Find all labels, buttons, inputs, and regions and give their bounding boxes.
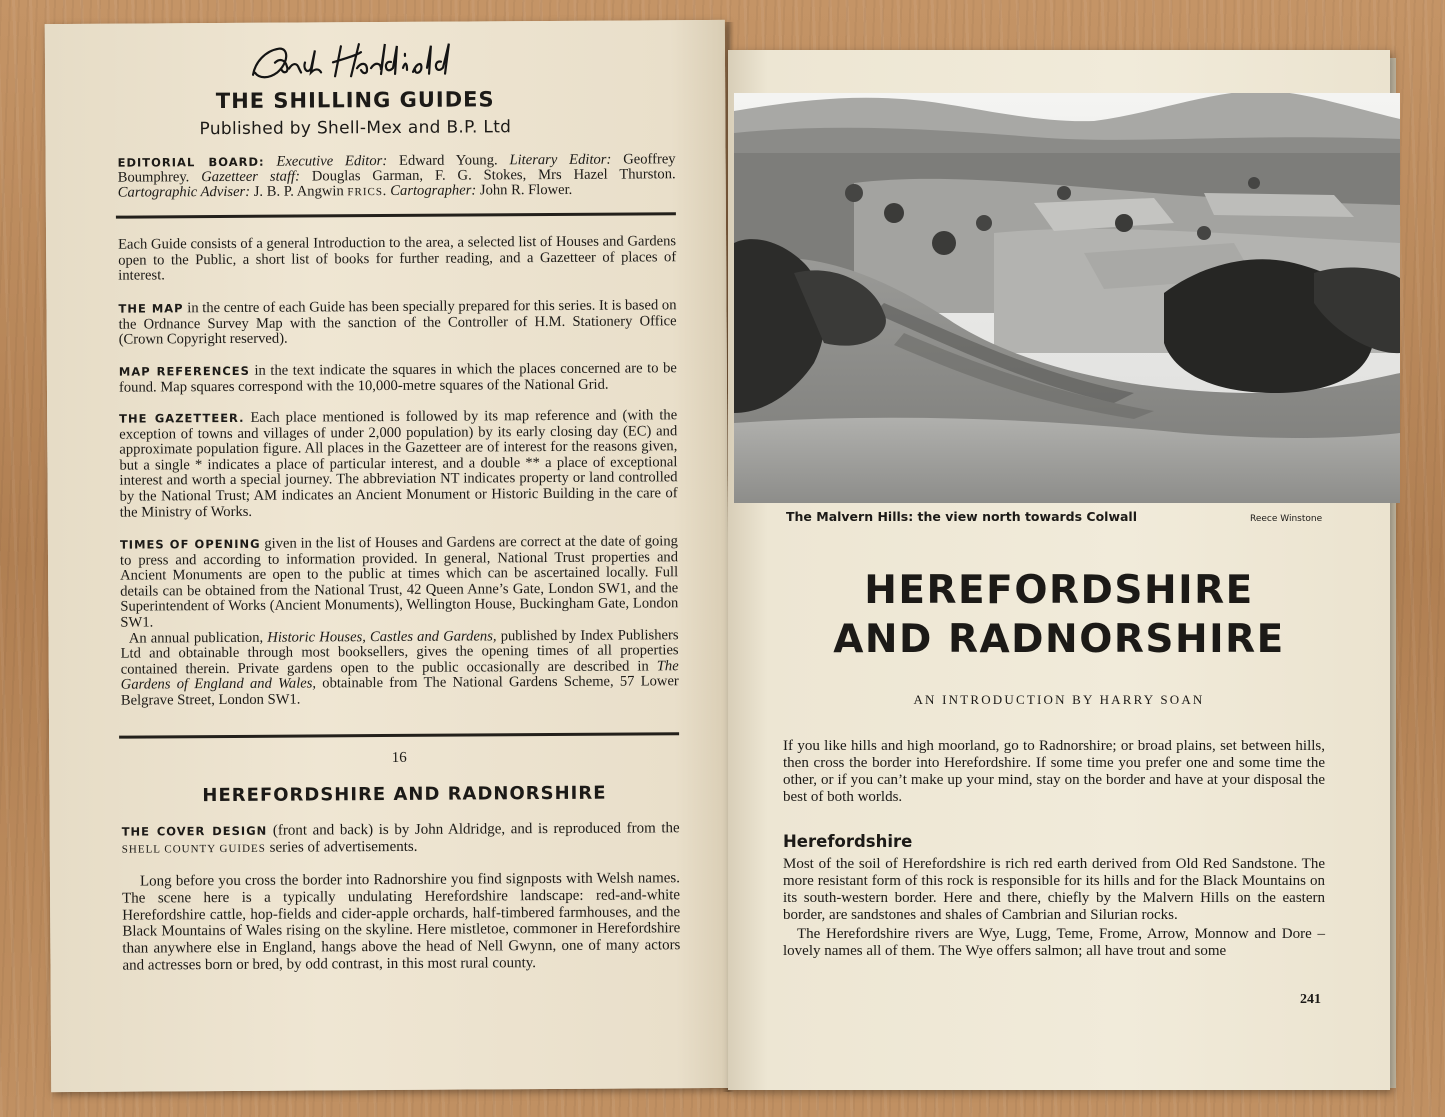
page-number-right: 241: [1300, 992, 1321, 1007]
right-page: [728, 50, 1390, 1090]
photo-credit: Reece Winstone: [1250, 514, 1323, 524]
cover-design-paragraph: [122, 820, 680, 858]
editorial-lead: EDITORIAL BOARD:: [117, 154, 265, 170]
map-lead: THE MAP: [118, 301, 184, 316]
carto-adv-suffix: FRICS: [347, 186, 384, 199]
map-refs-lead: MAP REFERENCES: [118, 363, 250, 379]
times-text: given in the list of Houses and Gardens are correct at the date of going to press and according to information provided. In general, National Trust properties and Ancient Monuments are open to the public at times which can be ascertained locally. Full details can be obtained from the National Trust, 42 Queen Anne’s Gate, London SW1, and the Superintendent of Works (Ancient Monuments), Wellington House, Buckingham Gate, London SW1.: [119, 533, 679, 631]
times-lead: TIMES OF OPENING: [119, 536, 261, 552]
cover-lead: THE COVER DESIGN: [121, 823, 268, 839]
map-paragraph: [118, 298, 676, 348]
chapter-title-line1: HEREFORDSHIRE: [864, 568, 1254, 613]
divider-rule: [116, 212, 676, 218]
series-title: THE SHILLING GUIDES: [215, 87, 495, 114]
lit-name: Geoffrey Boumphrey.: [117, 151, 676, 186]
geology-paragraph: Most of the soil of Herefordshire is rich red earth derived from Old Red Sandstone. The more resistant form of this rock is responsible for its hills and for the Black Mountains on its south-western border. Here and there, chiefly by the Malvern Hills on the eastern border, are sandstones and shales of Cambrian and Silurian rocks.: [783, 856, 1325, 923]
chapter-title: [728, 566, 1390, 664]
cover-description: Long before you cross the border into Radnorshire you find signposts with Welsh names. The scene here is a typically undulating Herefordshire landscape: red-and-white Herefordshire cattle, hop-fields and cider-apple orchards, half-timbered farmhouses, and the Black Mountains of Wales rising on the skyline. Here mistletoe, commoner in Herefordshire than anywhere else in England, hangs above the head of Nell Gwynn, one of many actors and actresses born or bred, by odd contrast, in this most rural county.: [122, 870, 681, 974]
intro-paragraph-right: If you like hills and high moorland, go to Radnorshire; or broad plains, set between hills, then cross the border into Herefordshire. If some time you prefer one and some time the other, or if you can’t make up your mind, stay on the border and have at your disposal the best of both worlds.: [783, 738, 1325, 805]
map-references-paragraph: [119, 361, 677, 396]
gazetteer-text: Each place mentioned is followed by its map reference and (with the exception of towns and villages of under 2,000 population) by its early closing day (EC) and approximate population figure. All places in the Gazetteer are of interest for the reasons given, but a single * indicates a place of particular interest, and a double ** a place of exceptional interest and worth a special journey. The abbreviation NT indicates property or land controlled by the National Trust; AM indicates an Ancient Monument or Historic Building in the care of the Ministry of Works.: [119, 407, 678, 521]
cover-text-b: series of advertisements.: [265, 838, 418, 856]
page-number: 16: [391, 749, 407, 766]
byline: AN INTRODUCTION BY HARRY SOAN: [913, 692, 1205, 707]
exec-name: Edward Young.: [387, 152, 510, 169]
map-text: in the centre of each Guide has been specially prepared for this series. It is based on the Ordnance Survey Map with the sanction of the Controller of H.M. Stationery Office (Crown Copyright reserved).: [118, 297, 677, 348]
map-refs-text: in the text indicate the squares in which the places concerned are to be found. Map squares correspond with the 10,000-metre squares of the National Grid.: [118, 360, 677, 396]
divider-rule-2: [119, 732, 679, 738]
rivers-paragraph: The Herefordshire rivers are Wye, Lugg, Teme, Frome, Arrow, Monnow and Dore – lovely names all of them. The Wye offers salmon; all have trout and some: [783, 926, 1325, 959]
left-page: [45, 20, 732, 1092]
gazetteer-paragraph: [119, 408, 678, 521]
annual-title2: The Gardens of England and Wales,: [120, 657, 679, 693]
annual-title: Historic Houses, Castles and Gardens,: [267, 627, 497, 646]
carto-adv-label: Cartographic Adviser:: [117, 184, 251, 202]
editorial-board: [118, 152, 676, 202]
carto-name: John R. Flower.: [476, 182, 573, 199]
cover-series: SHELL COUNTY GUIDES: [121, 842, 266, 856]
annual-b: published by Index Publishers Ltd and obtainable through most booksellers, gives the opening times of all properties contained therein. Private gardens open to the public occasionally are described in: [120, 626, 679, 678]
intro-paragraph: Each Guide consists of a general Introduction to the area, a selected list of Houses and Gardens open to the Public, a short list of books for further reading, and a Gazetteer of places of interest.: [118, 233, 677, 284]
annual-c: obtainable from The National Gardens Scheme, 57 Lower Belgrave Street, London SW1.: [120, 673, 679, 709]
carto-label: . Cartographer:: [382, 182, 477, 200]
cover-text-a: (front and back) is by John Aldridge, and is reproduced from the: [267, 820, 680, 839]
landscape-photo: [734, 93, 1400, 503]
publisher-line: Published by Shell-Mex and B.P. Ltd: [199, 117, 512, 140]
handwritten-signature: [245, 31, 485, 92]
gaz-names: Douglas Garman, F. G. Stokes, Mrs Hazel Thurston.: [299, 166, 676, 185]
times-paragraph: [120, 534, 679, 709]
subheading: Herefordshire: [783, 832, 913, 851]
carto-adv-name: J. B. P. Angwin: [250, 183, 348, 201]
lit-label: Literary Editor:: [509, 151, 612, 169]
exec-label: Executive Editor:: [276, 152, 388, 170]
gaz-label: Gazetteer staff:: [201, 168, 300, 186]
gazetteer-lead: THE GAZETTEER.: [119, 410, 245, 426]
section-title: HEREFORDSHIRE AND RADNORSHIRE: [202, 782, 607, 807]
photo-caption: The Malvern Hills: the view north towards Colwall: [786, 509, 1138, 524]
chapter-title-line2: AND RADNORSHIRE: [833, 617, 1285, 662]
annual-a: An annual publication,: [128, 629, 268, 647]
